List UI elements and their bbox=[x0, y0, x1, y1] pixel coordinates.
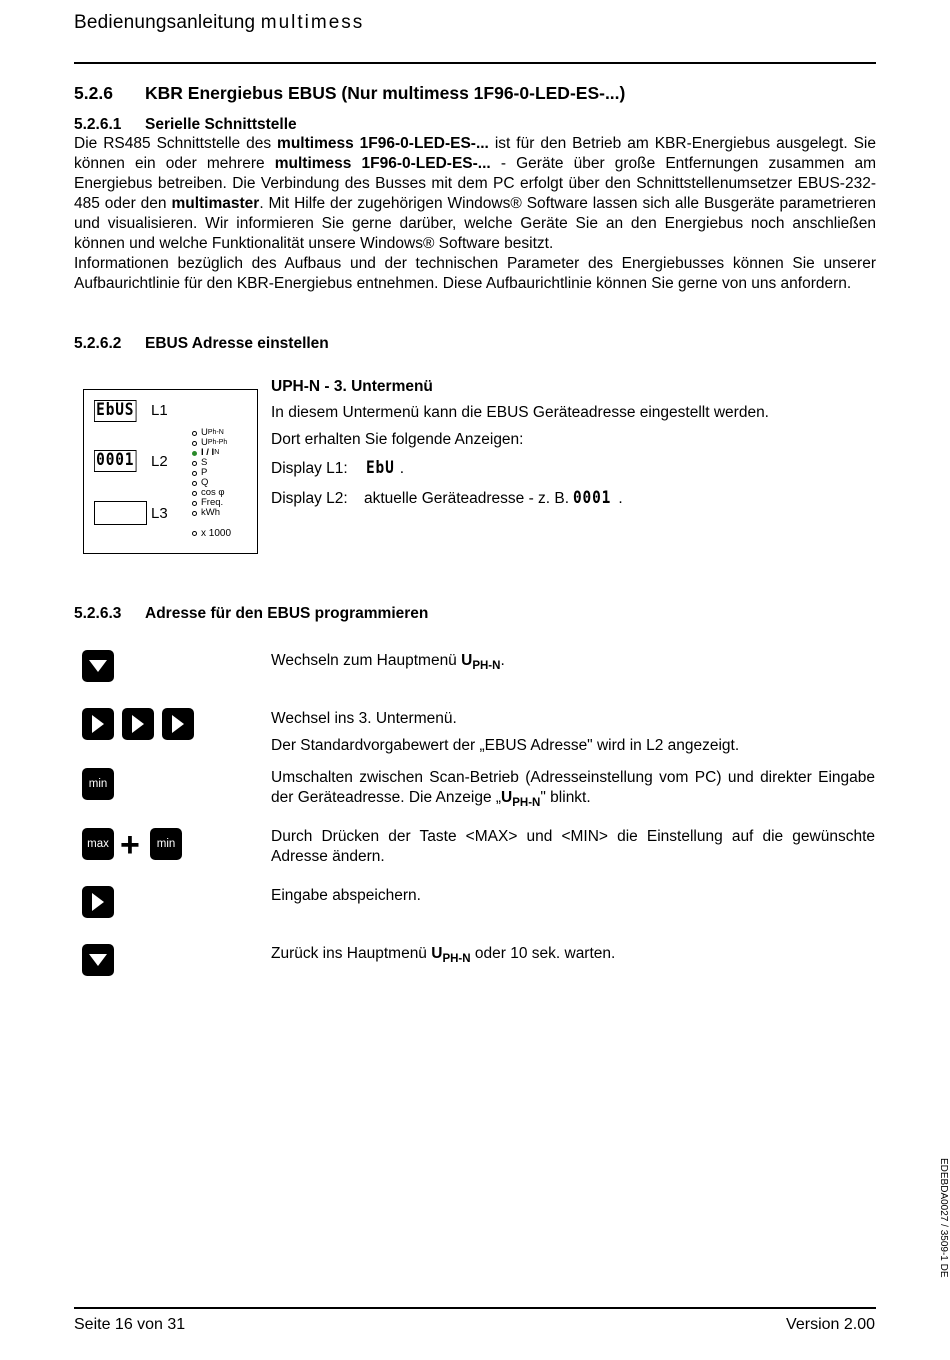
indicator-subscript: Ph-N bbox=[207, 429, 224, 436]
indicator-subscript: Ph-Ph bbox=[207, 439, 228, 446]
indicator-label: cos φ bbox=[201, 487, 225, 498]
section-title: KBR Energiebus EBUS (Nur multimess 1F96-0-LED-ES-...) bbox=[145, 83, 626, 103]
display-l3-value bbox=[94, 501, 147, 525]
section-heading bbox=[74, 83, 625, 104]
multiplier-label: x 1000 bbox=[201, 527, 232, 539]
step6-text-a: Zurück ins Hauptmenü bbox=[271, 945, 432, 962]
subsection2-heading bbox=[74, 335, 329, 353]
section-number: 5.2.6 bbox=[74, 83, 113, 103]
indicator-label: Q bbox=[201, 477, 209, 488]
min-key-button[interactable]: min bbox=[82, 768, 114, 800]
subsection2-number: 5.2.6.2 bbox=[74, 335, 122, 352]
step5-text: Eingabe abspeichern. bbox=[271, 887, 421, 904]
step1-text-b: U bbox=[461, 652, 473, 669]
right-key-icon-3[interactable] bbox=[162, 708, 194, 740]
step2-line1: Wechsel ins 3. Untermenü. bbox=[271, 710, 457, 727]
header-title bbox=[74, 12, 364, 34]
display-l2-desc-value: 0001 bbox=[573, 488, 612, 508]
indicator-led-icon bbox=[192, 441, 197, 446]
step1-text-a: Wechseln zum Hauptmenü bbox=[271, 652, 462, 669]
step3-text-c: " blinkt. bbox=[540, 789, 591, 806]
indicator-label: S bbox=[201, 457, 208, 468]
right-key-icon-2[interactable] bbox=[122, 708, 154, 740]
menu-line1: In diesem Untermenü kann die EBUS Geräteadresse eingestellt werden. bbox=[271, 404, 769, 421]
step3-text-b: U bbox=[501, 789, 513, 806]
indicator-led-icon bbox=[192, 491, 197, 496]
display-panel bbox=[83, 389, 258, 554]
para1-text-e: - Geräte über große Entfernungen zusammen am Energiebus betreiben. Die Verbindung des Busses mit dem PC erfolgt über den Schnittstellenumsetzer EBUS-232-485 oder den bbox=[74, 155, 876, 212]
step6-text-sub: PH-N bbox=[442, 953, 471, 965]
menu-line2: Dort erhalten Sie folgende Anzeigen: bbox=[271, 431, 524, 448]
menu-title: UPH-N - 3. Untermenü bbox=[271, 378, 433, 395]
display-l2-desc-suffix: . bbox=[618, 490, 623, 507]
multiplier-led-icon bbox=[192, 531, 197, 536]
indicator-led-icon bbox=[192, 471, 197, 476]
subsection1-title: Serielle Schnittstelle bbox=[145, 116, 297, 133]
subsection1-number: 5.2.6.1 bbox=[74, 116, 122, 133]
step3-text-sub: PH-N bbox=[512, 797, 541, 809]
step1-text bbox=[271, 651, 875, 676]
document-code: EDEBDA0027 / 3509-1 DE bbox=[938, 1158, 949, 1278]
display-l2-desc-label: Display L2: bbox=[271, 490, 348, 507]
display-l2-value: 0001 bbox=[94, 450, 137, 472]
max-key-button[interactable]: max bbox=[82, 828, 114, 860]
indicator-label: P bbox=[201, 467, 208, 478]
subsection3-heading bbox=[74, 605, 428, 623]
para1-text-a: Die RS485 Schnittstelle des bbox=[74, 135, 278, 152]
indicator-led-icon bbox=[192, 501, 197, 506]
indicator-item bbox=[192, 428, 227, 438]
step6-text bbox=[271, 944, 875, 969]
indicator-label: Freq. bbox=[201, 497, 224, 508]
indicator-item bbox=[192, 458, 227, 468]
display-l2-desc-text: aktuelle Geräteadresse - z. B. bbox=[364, 490, 574, 507]
page-number: Seite 16 von 31 bbox=[74, 1316, 186, 1333]
para1-text-g: . Mit Hilfe der zugehörigen Windows® Software lassen sich alle Busgeräte parametrieren und visualisieren. Wir informieren Sie gerne darüber, welche Geräte Sie an den Energiebus noch anschließen können und welche Funktionalität unsere Windows® Software besitzt. bbox=[74, 195, 876, 252]
header-title-product: multimess bbox=[260, 12, 365, 33]
down-key-icon-back[interactable] bbox=[82, 944, 114, 976]
step1-text-c: . bbox=[500, 652, 505, 669]
indicator-label: U bbox=[201, 437, 208, 448]
indicator-item bbox=[192, 468, 227, 478]
step4-text: Durch Drücken der Taste <MAX> und <MIN> die Einstellung auf die gewünschte Adresse ändern. bbox=[271, 828, 875, 865]
down-key-icon[interactable] bbox=[82, 650, 114, 682]
indicator-list bbox=[192, 428, 227, 518]
indicator-item bbox=[192, 508, 227, 518]
para1-product-2: multimess 1F96-0-LED-ES-... bbox=[274, 155, 491, 172]
subsection2-title: EBUS Adresse einstellen bbox=[145, 335, 329, 352]
display-l1-value: EbUS bbox=[94, 400, 137, 422]
display-l1-desc-value: EbU bbox=[366, 458, 395, 478]
indicator-led-icon bbox=[192, 481, 197, 486]
indicator-item bbox=[192, 448, 227, 458]
subsection1-paragraph1 bbox=[74, 134, 876, 254]
indicator-label: kWh bbox=[201, 507, 220, 518]
subsection3-number: 5.2.6.3 bbox=[74, 605, 122, 622]
subsection3-title: Adresse für den EBUS programmieren bbox=[145, 605, 429, 622]
para1-product-1: multimess 1F96-0-LED-ES-... bbox=[277, 135, 489, 152]
step6-text-c: oder 10 sek. warten. bbox=[470, 945, 616, 962]
display-l3-label: L3 bbox=[151, 505, 168, 522]
display-l1-description bbox=[271, 458, 404, 478]
display-l2-description bbox=[271, 488, 623, 508]
indicator-led-icon bbox=[192, 431, 197, 436]
indicator-led-icon bbox=[192, 511, 197, 516]
multiplier-indicator bbox=[192, 528, 231, 538]
step2-text bbox=[271, 709, 875, 756]
min-key-button-2[interactable]: min bbox=[150, 828, 182, 860]
indicator-led-icon bbox=[192, 461, 197, 466]
footer-rule bbox=[74, 1307, 876, 1309]
subsection1-heading bbox=[74, 116, 297, 134]
header-rule bbox=[74, 62, 876, 64]
step6-text-b: U bbox=[431, 945, 443, 962]
para1-text-c: ist für den Betrieb am KBR-Energiebus ausgelegt. Sie können ein oder mehrere bbox=[74, 135, 876, 172]
subsection1-paragraph2: Informationen bezüglich des Aufbaus und der technischen Parameter des Energiebusses können Sie unserer Aufbaurichtlinie für den KBR-Energiebus entnehmen. Diese Aufbaurichtlinie können Sie gerne von uns anfordern. bbox=[74, 255, 876, 292]
display-l2-label: L2 bbox=[151, 453, 168, 470]
version-label: Version 2.00 bbox=[786, 1316, 875, 1333]
plus-sign: + bbox=[120, 826, 140, 864]
subsection1-body bbox=[74, 134, 876, 294]
display-l1-desc-label: Display L1: bbox=[271, 460, 348, 477]
header-title-prefix: Bedienungsanleitung bbox=[74, 12, 261, 33]
display-l1-desc-suffix: . bbox=[399, 460, 405, 477]
para1-multimaster: multimaster bbox=[171, 195, 260, 212]
right-key-icon-1[interactable] bbox=[82, 708, 114, 740]
indicator-subscript: N bbox=[214, 449, 220, 456]
right-key-icon-save[interactable] bbox=[82, 886, 114, 918]
step3-text bbox=[271, 768, 875, 813]
indicator-led-icon bbox=[192, 451, 197, 456]
indicator-label: U bbox=[201, 427, 208, 438]
step3-text-a: Umschalten zwischen Scan-Betrieb (Adresseinstellung vom PC) und direkter Eingabe der Geräteadresse. Die Anzeige „ bbox=[271, 769, 875, 806]
step2-line2: Der Standardvorgabewert der „EBUS Adresse" wird in L2 angezeigt. bbox=[271, 737, 740, 754]
indicator-label: I / I bbox=[201, 447, 215, 458]
display-l1-label: L1 bbox=[151, 402, 168, 419]
step1-text-sub: PH-N bbox=[472, 660, 501, 672]
